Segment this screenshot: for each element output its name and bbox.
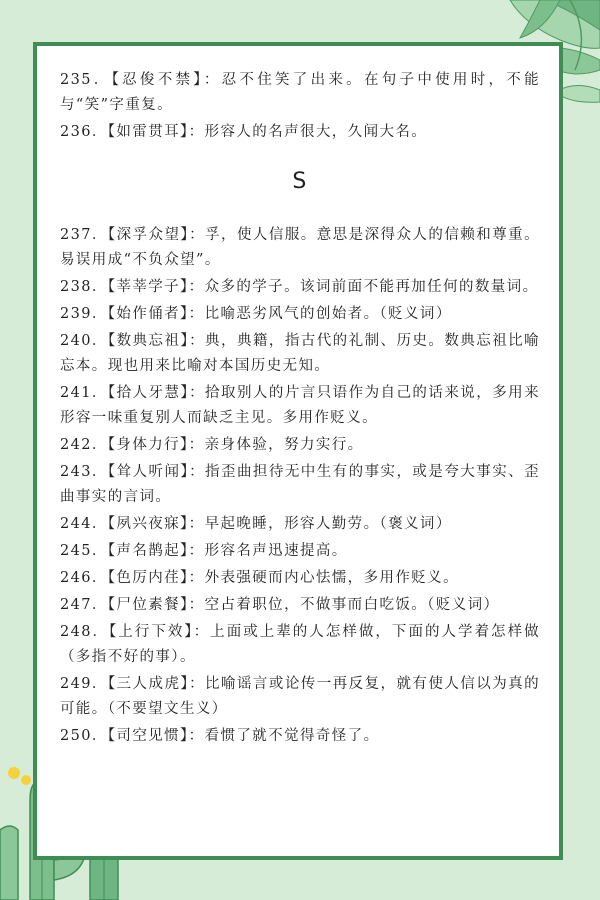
entry-number: 235． xyxy=(60,72,112,88)
entry-text: 【深孚众望】：孚，使人信服。意思是深得众人的信赖和尊重。易误用成“不负众望”。 xyxy=(60,227,540,268)
entry-number: 250． xyxy=(60,728,108,744)
section-letter: S xyxy=(292,169,308,194)
list-item xyxy=(60,223,540,273)
entry-number: 243． xyxy=(60,464,108,480)
list-item xyxy=(60,672,540,722)
list-item xyxy=(60,620,540,670)
entry-text: 【耸人听闻】：指歪曲担待无中生有的事实，或是夸大事实、歪曲事实的言词。 xyxy=(60,464,540,505)
entry-text: 【三人成虎】：比喻谣言或论传一再反复，就有使人信以为真的可能。（不要望文生义） xyxy=(60,676,540,717)
entry-text: 【如雷贯耳】：形容人的名声很大，久闻大名。 xyxy=(107,124,428,140)
entry-number: 238． xyxy=(60,279,108,295)
list-item xyxy=(60,275,540,300)
entry-text: 【始作俑者】：比喻恶劣风气的创始者。（贬义词） xyxy=(107,306,452,322)
entry-number: 241． xyxy=(60,385,108,401)
list-item xyxy=(60,512,540,537)
list-item xyxy=(60,120,540,145)
entry-text: 【声名鹊起】：形容名声迅速提高。 xyxy=(107,543,348,559)
list-item xyxy=(60,433,540,458)
list-item xyxy=(60,381,540,431)
entry-text: 【夙兴夜寐】：早起晚睡，形容人勤劳。（褒义词） xyxy=(107,516,452,532)
entry-text: 【司空见惯】：看惯了就不觉得奇怪了。 xyxy=(107,728,380,744)
list-item xyxy=(60,593,540,618)
list-item xyxy=(60,68,540,118)
entry-text: 【拾人牙慧】：拾取别人的片言只语作为自己的话来说，多用来形容一味重复别人而缺乏主见。多用作贬义。 xyxy=(60,385,540,426)
list-item xyxy=(60,302,540,327)
entry-number: 249． xyxy=(60,676,108,692)
entry-number: 247． xyxy=(60,597,108,613)
entry-text: 【忍俊不禁】：忍不住笑了出来。在句子中使用时，不能与“笑”字重复。 xyxy=(60,72,540,113)
entry-text: 【上行下效】：上面或上辈的人怎样做，下面的人学着怎样做（多指不好的事）。 xyxy=(60,624,540,665)
entry-number: 236． xyxy=(60,124,108,140)
entry-number: 237． xyxy=(60,227,108,243)
entry-text: 【数典忘祖】：典，典籍，指古代的礼制、历史。数典忘祖比喻忘本。现也用来比喻对本国历史无知。 xyxy=(60,333,540,374)
list-item xyxy=(60,460,540,510)
list-item xyxy=(60,329,540,379)
list-item xyxy=(60,724,540,749)
entry-number: 242． xyxy=(60,437,108,453)
entry-number: 246． xyxy=(60,570,108,586)
idiom-list xyxy=(60,68,540,751)
list-item xyxy=(60,539,540,564)
entry-number: 245． xyxy=(60,543,108,559)
list-item xyxy=(60,566,540,591)
entry-number: 239． xyxy=(60,306,108,322)
entry-text: 【色厉内荏】：外表强硬而内心怯懦，多用作贬义。 xyxy=(107,570,459,586)
entry-number: 248． xyxy=(60,624,110,640)
entry-number: 240． xyxy=(60,333,108,349)
entry-text: 【身体力行】：亲身体验，努力实行。 xyxy=(107,437,364,453)
entry-text: 【莘莘学子】：众多的学子。该词前面不能再加任何的数量词。 xyxy=(107,279,539,295)
entry-number: 244． xyxy=(60,516,108,532)
entry-text: 【尸位素餐】：空占着职位，不做事而白吃饭。（贬义词） xyxy=(107,597,500,613)
